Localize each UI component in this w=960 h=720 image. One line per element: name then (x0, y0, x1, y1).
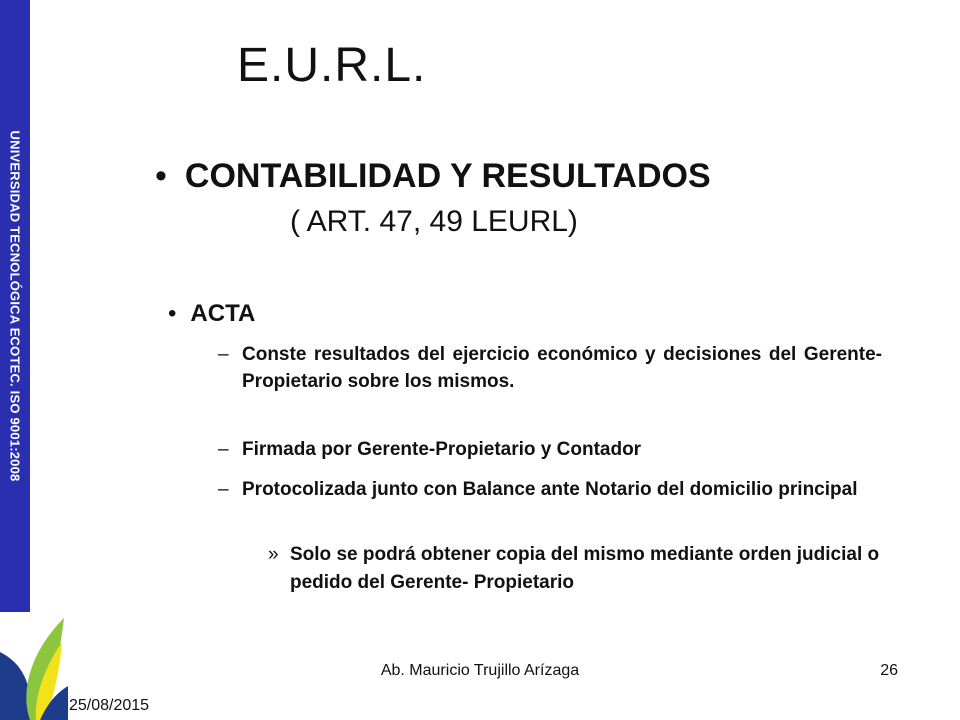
slide-title: E.U.R.L. (237, 39, 427, 92)
subheading: ( ART. 47, 49 LEURL) (290, 205, 578, 238)
sub-list-item (268, 541, 882, 597)
university-label: UNIVERSIDAD TECNOLÓGICA ECOTEC. ISO 9001:2008 (7, 130, 23, 482)
heading-bullet-item (155, 157, 711, 196)
bullet: • (168, 300, 177, 327)
dash-marker: – (218, 439, 229, 460)
list-item (218, 341, 882, 395)
sidebar-band (0, 0, 30, 612)
bullet: • (155, 157, 167, 195)
dash-marker: – (218, 479, 229, 500)
footer-date: 25/08/2015 (69, 697, 150, 714)
sub-list-item-text: Solo se podrá obtener copia del mismo mediante orden judicial o pedido del Gerente- Propietario (290, 544, 880, 593)
section-bullet-item (168, 300, 255, 328)
heading: CONTABILIDAD Y RESULTADOS (184, 157, 711, 195)
list-item (218, 436, 882, 463)
section-label: ACTA (190, 300, 256, 327)
list-item-text: Protocolizada junto con Balance ante Notario del domicilio principal (242, 479, 858, 500)
list-item-text: Conste resultados del ejercicio económico y decisiones del Gerente-Propietario sobre los mismos. (242, 344, 882, 392)
chevron-marker: » (268, 544, 279, 565)
list-item-text: Firmada por Gerente-Propietario y Contador (242, 439, 642, 460)
list-item (218, 476, 882, 503)
footer-author: Ab. Mauricio Trujillo Arízaga (380, 662, 580, 679)
dash-marker: – (218, 344, 229, 365)
page-number: 26 (880, 662, 898, 679)
